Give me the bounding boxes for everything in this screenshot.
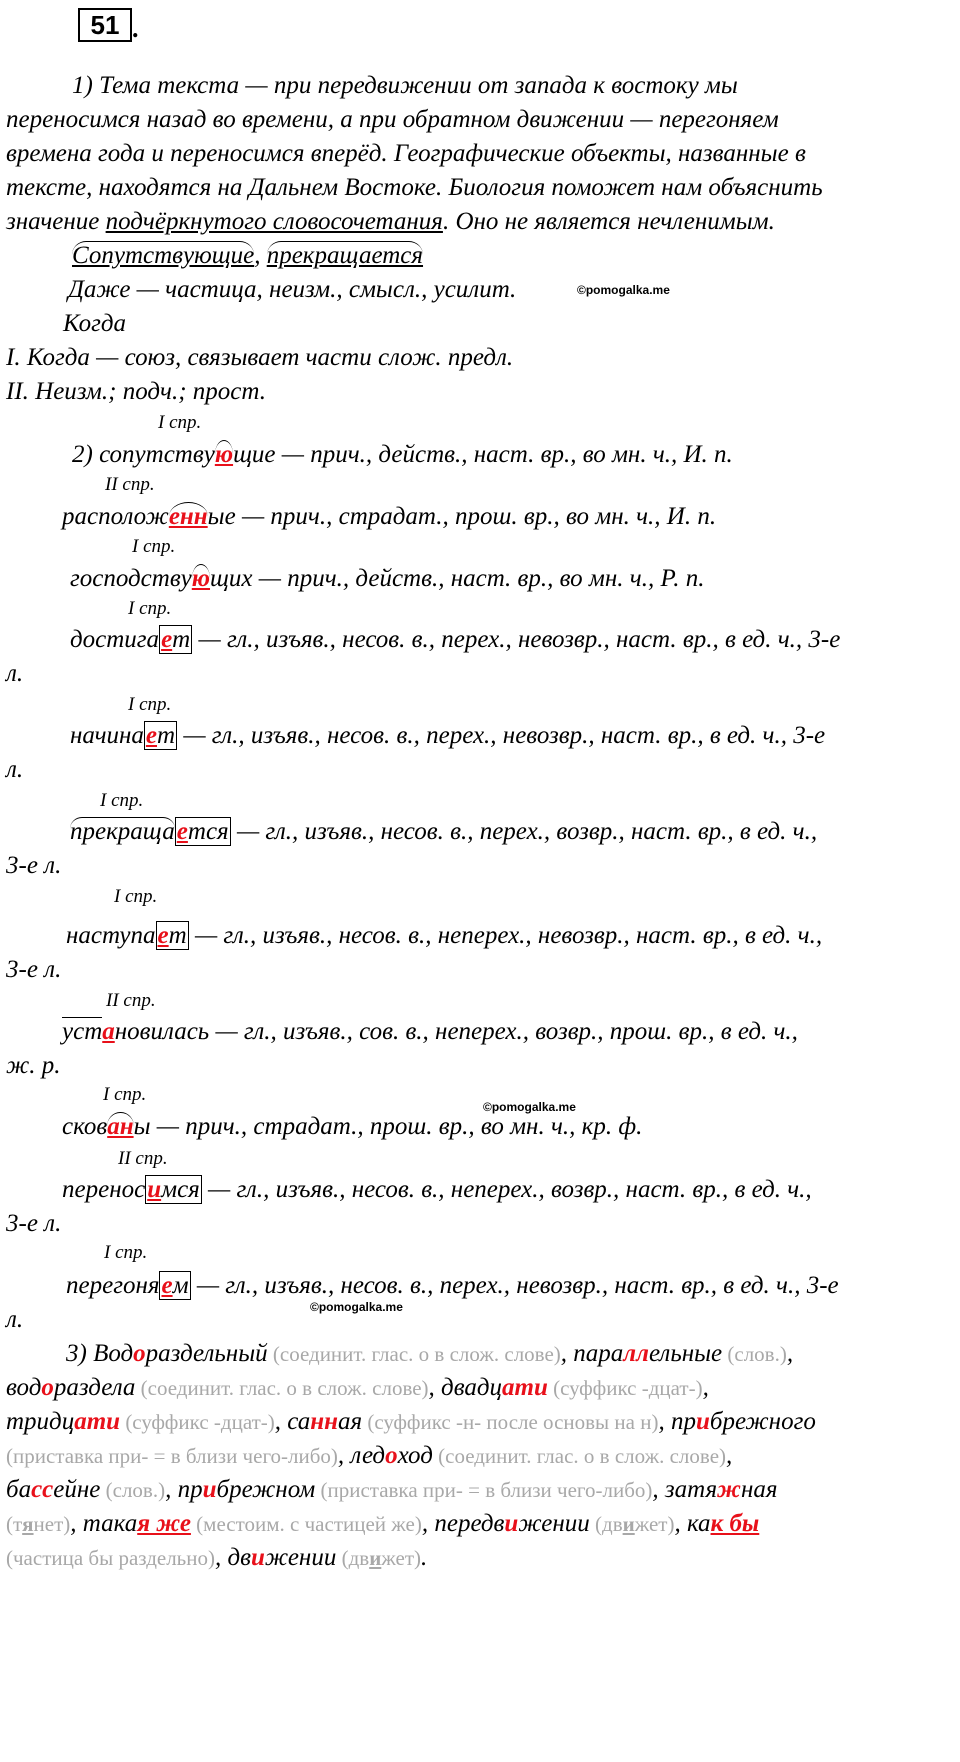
- word-part: вод: [6, 1374, 42, 1401]
- highlighted-letters: ати: [502, 1374, 548, 1401]
- highlighted-letters: ж: [717, 1476, 741, 1503]
- word-analysis-row: [62, 1176, 812, 1204]
- word-part: така: [82, 1510, 138, 1537]
- separator: .: [421, 1544, 428, 1571]
- watermark: ©pomogalka.me: [577, 283, 670, 297]
- analysis-continuation: л.: [6, 660, 24, 687]
- word-part: пр: [670, 1408, 696, 1435]
- word-part: пара: [573, 1340, 624, 1367]
- word-part: 3) Вод: [66, 1340, 134, 1367]
- exercise-number-dot: .: [132, 14, 139, 43]
- rule-note: нет): [33, 1512, 71, 1536]
- analysis-continuation: л.: [6, 756, 24, 783]
- analysis-continuation: 3-е л.: [6, 1210, 62, 1237]
- word-part: щие: [233, 441, 276, 468]
- rule-note: (дв: [336, 1546, 370, 1570]
- separator: ,: [652, 1476, 665, 1503]
- task1-line-4: тексте, находятся на Дальнем Востоке. Биология поможет нам объяснить: [6, 174, 823, 201]
- text-fragment: . Оно не является нечленимым.: [442, 208, 775, 235]
- word-part: достига: [70, 626, 160, 653]
- conj-label: I спр.: [128, 598, 172, 619]
- analysis-text: — гл., изъяв., несов. в., перех., возвр., наст. вр., в ед. ч.,: [230, 818, 818, 845]
- separator: ,: [165, 1476, 178, 1503]
- analysis-text: — прич., страдат., прош. вр., во мн. ч., кр. ф.: [150, 1113, 643, 1140]
- word-part: затя: [664, 1476, 718, 1503]
- highlighted-letters: сс: [31, 1476, 54, 1503]
- analysis-continuation: л.: [6, 1306, 24, 1333]
- analysis-text: — прич., действ., наст. вр., во мн. ч., Р. п.: [252, 565, 705, 592]
- rule-note: (приставка при- = в близи чего-либо): [315, 1478, 653, 1502]
- analysis-text: — гл., изъяв., несов. в., перех., невозвр., наст. вр., в ед. ч., 3-е: [192, 626, 841, 653]
- word-analysis-row: [70, 564, 704, 593]
- task1-line-2: переносимся назад во времени, а при обратном движении — перегоняем: [6, 106, 779, 133]
- rule-note: (соединит. глас. о в слож. слове): [135, 1376, 429, 1400]
- word-part: новилась: [114, 1018, 210, 1045]
- parsed-word-2: прекращается: [266, 242, 424, 269]
- task1-line-5: [6, 208, 775, 236]
- rule-note: (соединит. глас. о в слож. слове): [267, 1342, 561, 1366]
- highlighted-letters: е: [145, 722, 158, 749]
- conj-label: I спр.: [104, 1242, 148, 1263]
- separator: ,: [215, 1544, 228, 1571]
- word-part: ая: [337, 1408, 363, 1435]
- word-part: уст: [62, 1018, 103, 1045]
- word-part: брежного: [709, 1408, 816, 1435]
- exercise-number: 51: [78, 8, 132, 42]
- word-part: щих: [210, 565, 253, 592]
- separator: ,: [274, 1408, 288, 1435]
- highlighted-letters: я же: [137, 1510, 191, 1537]
- word-part: дв: [227, 1544, 251, 1571]
- task3-line-5: [6, 1476, 777, 1504]
- word-part: передв: [434, 1510, 505, 1537]
- word-part: м: [172, 1272, 189, 1299]
- analysis-text: — гл., изъяв., несов. в., неперех., возвр., наст. вр., в ед. ч.,: [201, 1176, 812, 1203]
- word-part: ход: [397, 1442, 433, 1469]
- rule-note: (суффикс -дцат-): [120, 1410, 275, 1434]
- highlighted-letters: е: [161, 626, 173, 653]
- highlighted-letters: нн: [310, 1408, 338, 1435]
- word-part: лед: [350, 1442, 386, 1469]
- word-part: сков: [62, 1113, 108, 1140]
- analysis-continuation: ж. р.: [6, 1052, 61, 1079]
- word-analysis-row: [66, 922, 822, 950]
- rule-note: (суффикс -н- после основы на н): [362, 1410, 659, 1434]
- highlighted-letters: е: [161, 1272, 173, 1299]
- word-part: раздела: [53, 1374, 136, 1401]
- watermark: ©pomogalka.me: [483, 1100, 576, 1114]
- rule-note: (соединит. глас. о в слож. слове): [432, 1444, 727, 1468]
- separator: ,: [337, 1442, 351, 1469]
- task1-line-1: 1) Тема текста — при передвижении от запада к востоку мы: [72, 72, 738, 99]
- rule-note: (слов.): [722, 1342, 787, 1366]
- word-part: пр: [177, 1476, 203, 1503]
- word-part: прекраща: [70, 818, 175, 845]
- word-part: господству: [70, 565, 192, 592]
- analysis-text: — гл., изъяв., несов. в., перех., невозвр., наст. вр., в ед. ч., 3-е: [177, 722, 826, 749]
- text-fragment: значение: [6, 208, 106, 235]
- parsed-word-1: Сопутствующие: [72, 242, 255, 269]
- word-part: жении: [264, 1544, 337, 1571]
- rule-note-letter: и: [622, 1512, 635, 1536]
- text-fragment: ,: [254, 242, 267, 269]
- word-part: т: [172, 626, 191, 653]
- separator: ,: [658, 1408, 671, 1435]
- highlighted-letters: енн: [168, 503, 208, 530]
- conj-label: II спр.: [106, 990, 156, 1011]
- word-part: т: [157, 722, 176, 749]
- word-part: т: [168, 922, 187, 949]
- rule-note: (т: [6, 1512, 23, 1536]
- highlighted-letters: и: [202, 1476, 217, 1503]
- analysis-text: — гл., изъяв., несов. в., неперех., невозвр., наст. вр., в ед. ч.,: [188, 922, 823, 949]
- highlighted-letters: а: [102, 1018, 115, 1045]
- word-part: наступа: [66, 922, 156, 949]
- word-part: ная: [740, 1476, 778, 1503]
- word-analysis-row: [66, 1272, 839, 1300]
- rule-note: (частица бы раздельно): [6, 1546, 215, 1570]
- highlighted-letters: и: [251, 1544, 265, 1571]
- highlighted-letters: лл: [623, 1340, 649, 1367]
- conj-label: I спр.: [103, 1084, 147, 1105]
- word-part: ка: [686, 1510, 711, 1537]
- rule-note: жет): [634, 1512, 675, 1536]
- dazhe-line: Даже — частица, неизм., смысл., усилит.: [68, 276, 517, 303]
- separator: ,: [674, 1510, 687, 1537]
- word-part: перегоня: [66, 1272, 160, 1299]
- highlighted-letters: и: [695, 1408, 710, 1435]
- separator: ,: [560, 1340, 574, 1367]
- conj-label: I спр.: [114, 886, 158, 907]
- word-part: мся: [161, 1176, 200, 1203]
- rule-note-letter: я: [22, 1512, 34, 1536]
- analysis-text: — гл., изъяв., сов. в., неперех., возвр., прош. вр., в ед. ч.,: [209, 1018, 798, 1045]
- underlined-phrase: подчёркнутого словосочетания: [105, 208, 443, 235]
- rule-note-letter: и: [369, 1546, 382, 1570]
- highlighted-letters: о: [133, 1340, 146, 1367]
- kogda-parse-2: II. Неизм.; подч.; прост.: [6, 378, 266, 405]
- highlighted-letters: е: [157, 922, 169, 949]
- word-analysis-row: [62, 502, 716, 531]
- word-part: ые: [207, 503, 236, 530]
- conj-label: I спр.: [128, 694, 172, 715]
- rule-note: (дв: [589, 1512, 623, 1536]
- highlighted-letters: к бы: [710, 1510, 760, 1537]
- task3-line-3: [6, 1408, 816, 1436]
- word-part: 2) сопутству: [72, 441, 215, 468]
- analysis-text: — прич., страдат., прош. вр., во мн. ч., И. п.: [235, 503, 717, 530]
- conj-label: II спр.: [105, 474, 155, 495]
- word-part: ба: [6, 1476, 32, 1503]
- conj-label: I спр.: [158, 412, 202, 433]
- separator: ,: [702, 1374, 709, 1401]
- separator: ,: [786, 1340, 794, 1367]
- analysis-continuation: 3-е л.: [6, 852, 62, 879]
- kogda-line: Когда: [63, 310, 127, 337]
- word-part: перенос: [62, 1176, 146, 1203]
- highlighted-letters: ю: [214, 441, 234, 468]
- highlighted-letters: ю: [191, 565, 211, 592]
- word-analysis-row: [70, 818, 817, 846]
- analysis-text: — прич., действ., наст. вр., во мн. ч., И. п.: [275, 441, 733, 468]
- highlighted-letters: ати: [74, 1408, 121, 1435]
- word-part: жении: [518, 1510, 590, 1537]
- highlighted-letters: и: [504, 1510, 519, 1537]
- word-analysis-row: [62, 1018, 798, 1046]
- word-analysis-row: [70, 722, 825, 750]
- word-part: двадц: [441, 1374, 503, 1401]
- highlighted-letters: о: [41, 1374, 54, 1401]
- task3-line-6: [6, 1510, 759, 1538]
- word-part: брежном: [216, 1476, 316, 1503]
- separator: ,: [726, 1442, 733, 1469]
- highlighted-letters: ан: [107, 1113, 134, 1140]
- task3-line-2: [6, 1374, 709, 1402]
- highlighted-letters: е: [176, 818, 188, 845]
- task3-line-1: [66, 1340, 793, 1368]
- kogda-parse-1: I. Когда — союз, связывает части слож. предл.: [6, 344, 514, 371]
- highlighted-letters: и: [147, 1176, 162, 1203]
- task3-line-7: [6, 1544, 427, 1572]
- rule-note: (приставка при- = в близи чего-либо): [6, 1444, 338, 1468]
- word-analysis-row: [72, 440, 733, 469]
- task1-line-3: времена года и переносимся вперёд. Географические объекты, названные в: [6, 140, 806, 167]
- word-part: ейне: [53, 1476, 101, 1503]
- separator: ,: [428, 1374, 442, 1401]
- word-part: тридц: [6, 1408, 75, 1435]
- word-analysis-row: [70, 626, 840, 654]
- word-part: ельные: [648, 1340, 723, 1367]
- conj-label: I спр.: [132, 536, 176, 557]
- word-part: тся: [187, 818, 229, 845]
- conj-label: II спр.: [118, 1148, 168, 1169]
- rule-note: (местоим. с частицей же): [190, 1512, 422, 1536]
- word-part: са: [287, 1408, 311, 1435]
- separator: ,: [421, 1510, 435, 1537]
- watermark: ©pomogalka.me: [310, 1300, 403, 1314]
- conj-label: I спр.: [100, 790, 144, 811]
- highlighted-letters: о: [385, 1442, 398, 1469]
- rule-note: жет): [381, 1546, 422, 1570]
- task3-line-4: [6, 1442, 732, 1470]
- word-part: ы: [133, 1113, 151, 1140]
- rule-note: (слов.): [100, 1478, 166, 1502]
- word-part: начина: [70, 722, 144, 749]
- word-part: раздельный: [145, 1340, 268, 1367]
- word-part: располож: [62, 503, 169, 530]
- analysis-continuation: 3-е л.: [6, 956, 62, 983]
- separator: ,: [70, 1510, 83, 1537]
- rule-note: (суффикс -дцат-): [547, 1376, 703, 1400]
- morpheme-parse-line: [72, 242, 423, 270]
- word-analysis-row: [62, 1112, 642, 1141]
- analysis-text: — гл., изъяв., несов. в., перех., невозвр., наст. вр., в ед. ч., 3-е: [190, 1272, 839, 1299]
